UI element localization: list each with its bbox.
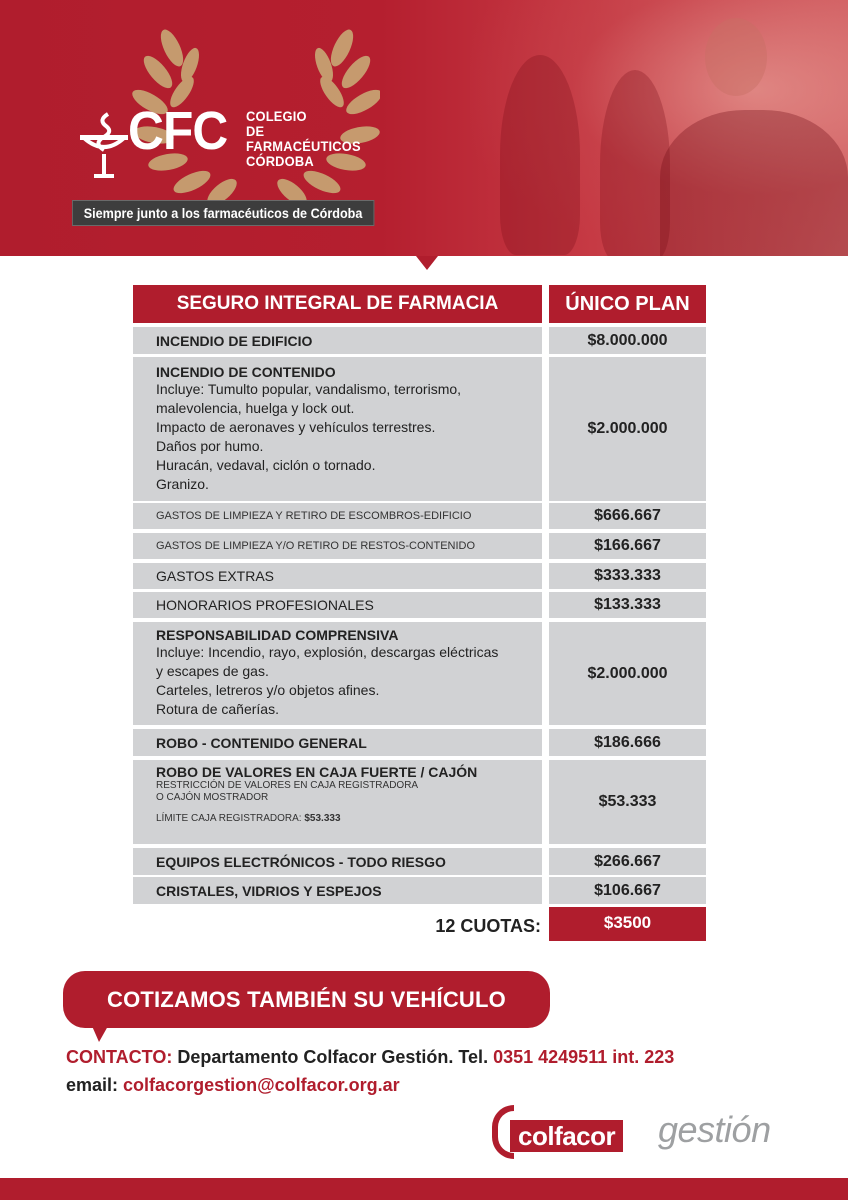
vehicle-quote-banner: COTIZAMOS TAMBIÉN SU VEHÍCULO [63, 971, 550, 1028]
coverage-title: HONORARIOS PROFESIONALES [156, 596, 374, 613]
coverage-detail: Huracán, vedaval, ciclón o tornado. [156, 457, 376, 473]
table-row-label [133, 848, 542, 875]
coverage-detail: Incluye: Incendio, rayo, explosión, descargas eléctricas [156, 644, 499, 660]
email-line [66, 1075, 400, 1096]
coverage-title: GASTOS DE LIMPIEZA Y RETIRO DE ESCOMBROS-EDIFICIO [156, 510, 472, 522]
coverage-title: INCENDIO DE EDIFICIO [156, 332, 313, 349]
brand-word: colfacor [510, 1120, 623, 1152]
coverage-value: $186.666 [549, 729, 706, 756]
photo-figure [660, 110, 848, 256]
coverage-detail: Rotura de cañerías. [156, 701, 279, 717]
bowl-of-hygieia-icon [78, 108, 130, 180]
coverage-detail: Impacto de aeronaves y vehículos terrestres. [156, 419, 436, 435]
photo-figure [500, 55, 580, 255]
coverage-value: $8.000.000 [549, 327, 706, 354]
coverage-title: EQUIPOS ELECTRÓNICOS - TODO RIESGO [156, 853, 446, 870]
cfc-logo [70, 20, 390, 230]
coverage-detail: Granizo. [156, 476, 209, 492]
banner-tail [92, 1026, 108, 1042]
table-row-label [133, 357, 542, 501]
coverage-value: $166.667 [549, 533, 706, 559]
coverage-title: GASTOS DE LIMPIEZA Y/O RETIRO DE RESTOS-CONTENIDO [156, 540, 476, 552]
coverage-value: $106.667 [549, 877, 706, 904]
logo-institution-name [246, 109, 378, 169]
logo-name-line: CÓRDOBA [246, 153, 314, 169]
coverage-limit [156, 813, 542, 825]
header-pointer [416, 256, 438, 270]
coverage-detail: RESTRICCIÓN DE VALORES EN CAJA REGISTRADORA [156, 780, 419, 791]
logo-abbreviation: CFC [128, 101, 228, 161]
coverage-detail: Incluye: Tumulto popular, vandalismo, terrorismo, [156, 381, 462, 397]
table-row-label [133, 877, 542, 904]
table-header-plan: ÚNICO PLAN [549, 285, 706, 323]
coverage-title: ROBO - CONTENIDO GENERAL [156, 734, 367, 751]
coverage-title: RESPONSABILIDAD COMPRENSIVA [156, 627, 399, 643]
tagline: Siempre junto a los farmacéuticos de Córdoba [72, 200, 374, 226]
coverage-value: $53.333 [549, 760, 706, 844]
limit-label: LÍMITE CAJA REGISTRADORA: [156, 813, 302, 824]
contact-phone[interactable]: 0351 4249511 int. 223 [493, 1047, 675, 1067]
coverage-value: $666.667 [549, 503, 706, 529]
coverage-title: ROBO DE VALORES EN CAJA FUERTE / CAJÓN [156, 764, 478, 780]
coverage-value: $2.000.000 [549, 357, 706, 501]
coverage-detail: O CAJÓN MOSTRADOR [156, 792, 269, 803]
coverage-value: $266.667 [549, 848, 706, 875]
coverage-detail: y escapes de gas. [156, 663, 269, 679]
email-label: email: [66, 1075, 119, 1095]
contact-text: Departamento Colfacor Gestión. Tel. [177, 1047, 489, 1067]
contact-label: CONTACTO: [66, 1047, 173, 1067]
table-header-coverage: SEGURO INTEGRAL DE FARMACIA [133, 285, 542, 323]
table-row-label [133, 592, 542, 618]
table-row-label [133, 760, 542, 844]
email-link[interactable]: colfacorgestion@colfacor.org.ar [123, 1075, 400, 1095]
coverage-detail: malevolencia, huelga y lock out. [156, 400, 355, 416]
coverage-title: INCENDIO DE CONTENIDO [156, 364, 336, 380]
table-row-label [133, 327, 542, 354]
contact-line [66, 1047, 674, 1068]
photo-figure [705, 18, 767, 96]
coverage-detail: Carteles, letreros y/o objetos afines. [156, 682, 380, 698]
table-row-label [133, 622, 542, 725]
coverage-value: $2.000.000 [549, 622, 706, 725]
table-row-label [133, 729, 542, 756]
logo-name-line: COLEGIO [246, 108, 307, 124]
coverage-value: $133.333 [549, 592, 706, 618]
coverage-detail: Daños por humo. [156, 438, 264, 454]
colfacor-gestion-logo [492, 1105, 792, 1165]
table-row-label [133, 563, 542, 589]
coverage-value: $333.333 [549, 563, 706, 589]
table-row-label [133, 503, 542, 529]
coverage-title: CRISTALES, VIDRIOS Y ESPEJOS [156, 882, 382, 899]
footer-bar [0, 1178, 848, 1200]
limit-value: $53.333 [304, 813, 341, 824]
installments-value: $3500 [549, 907, 706, 941]
installments-label: 12 CUOTAS: [435, 916, 541, 936]
coverage-title: GASTOS EXTRAS [156, 567, 274, 584]
brand-suffix: gestión [658, 1109, 771, 1150]
table-row-label [133, 533, 542, 559]
logo-name-line: DE FARMACÉUTICOS [246, 123, 361, 154]
header-banner [0, 0, 848, 256]
